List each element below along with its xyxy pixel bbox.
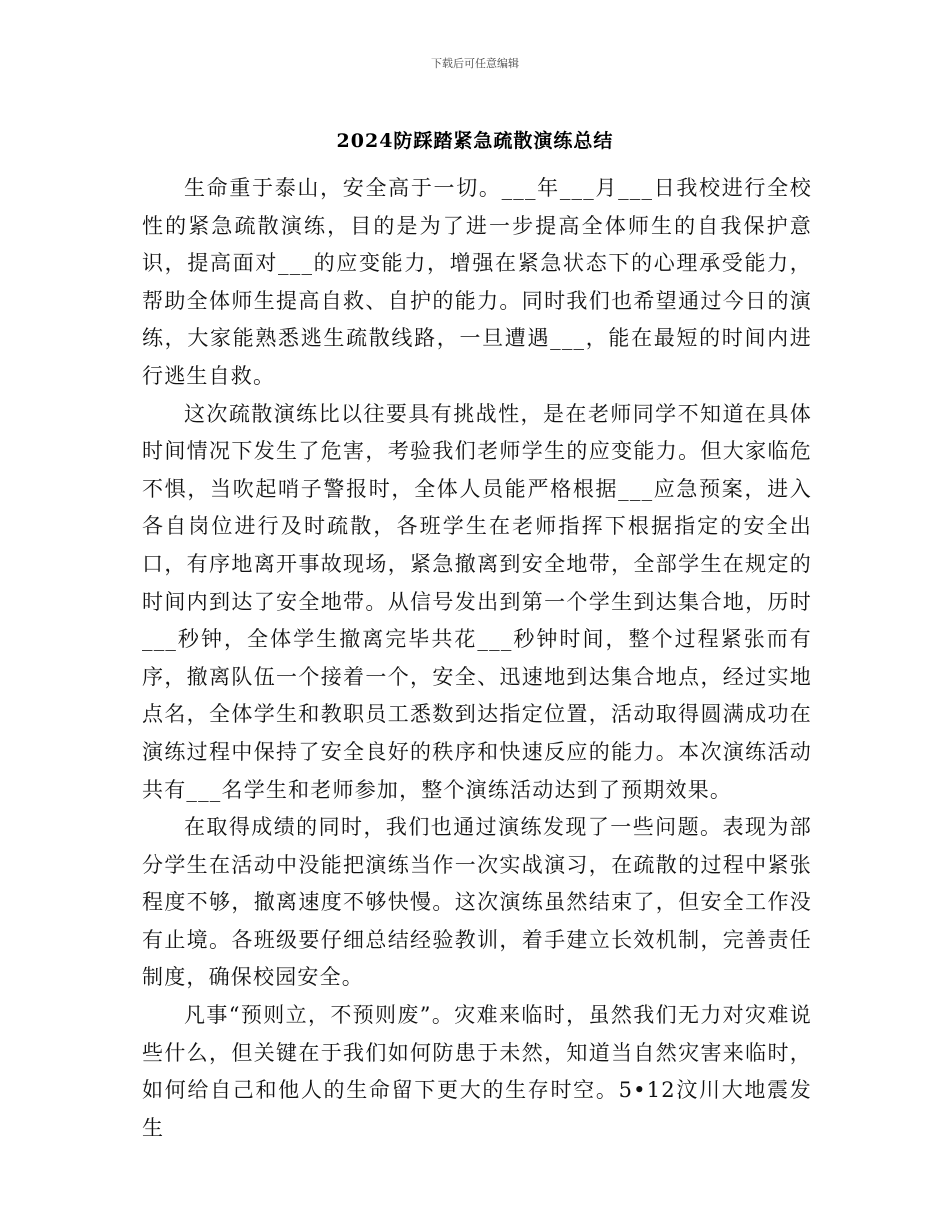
paragraph-2: 这次疏散演练比以往要具有挑战性，是在老师同学不知道在具体时间情况下发生了危害，考验我们老师学生的应变能力。但大家临危不惧，当吹起哨子警报时，全体人员能严格根据___应急预案，进入各自岗位进行及时疏散，各班学生在老师指挥下根据指定的安全出口，有序地离开事故现场，紧急撤离到安全地带，全部学生在规定的时间内到达了安全地带。从信号发出到第一个学生到达集合地，历时___秒钟，全体学生撤离完毕共花___秒钟时间，整个过程紧张而有序，撤离队伍一个接着一个，安全、迅速地到达集合地点，经过实地点名，全体学生和教职员工悉数到达指定位置，活动取得圆满成功在演练过程中保持了安全良好的秩序和快速反应的能力。本次演练活动共有___名学生和老师参加，整个演练活动达到了预期效果。 xyxy=(142,401,812,802)
document-title: 2024防踩踏紧急疏散演练总结 xyxy=(336,130,614,152)
page-header-note: 下载后可任意编辑 xyxy=(431,57,519,70)
document-body xyxy=(142,170,812,1147)
paragraph-4: 凡事“预则立，不预则废”。灾难来临时，虽然我们无力对灾难说些什么，但关键在于我们如何防患于未然，知道当自然灾害来临时，如何给自己和他人的生命留下更大的生存时空。5•12汶川大地震发生 xyxy=(142,1003,812,1140)
paragraph-1: 生命重于泰山，安全高于一切。___年___月___日我校进行全校性的紧急疏散演练，目的是为了进一步提高全体师生的自我保护意识，提高面对___的应变能力，增强在紧急状态下的心理承受能力，帮助全体师生提高自救、自护的能力。同时我们也希望通过今日的演练，大家能熟悉逃生疏散线路，一旦遭遇___，能在最短的时间内进行逃生自救。 xyxy=(142,176,812,388)
paragraph-3: 在取得成绩的同时，我们也通过演练发现了一些问题。表现为部分学生在活动中没能把演练当作一次实战演习，在疏散的过程中紧张程度不够，撤离速度不够快慢。这次演练虽然结束了，但安全工作没有止境。各班级要仔细总结经验教训，着手建立长效机制，完善责任制度，确保校园安全。 xyxy=(142,815,812,990)
